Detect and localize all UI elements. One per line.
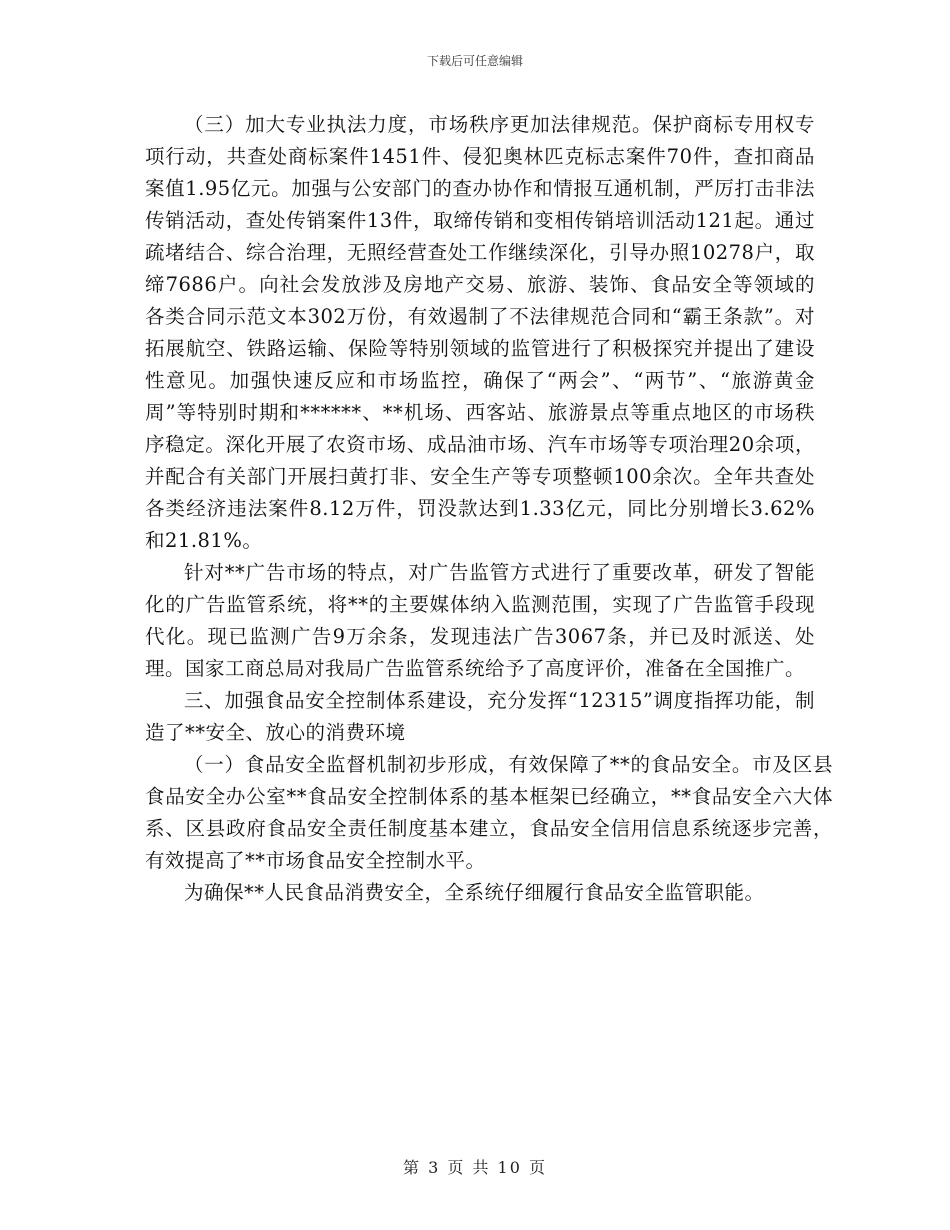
paragraph-food-safety-mechanism: （一）食品安全监督机制初步形成，有效保障了**的食品安全。市及区县食品安全办公室**食品安全控制体系的基本框架已经确立，**食品安全六大体系、区县政府食品安全责任制度基本建立，食品安全信用信息系统逐步完善，有效提高了**市场食品安全控制水平。 [145, 753, 833, 872]
section-heading-food-safety: 三、加强食品安全控制体系建设，充分发挥“12315”调度指挥功能，制造了**安全、放心的消费环境 [145, 689, 815, 744]
page-header-note: 下载后可任意编辑 [426, 54, 523, 68]
paragraph-food-safety-duties: 为确保**人民食品消费安全，全系统仔细履行食品安全监管职能。 [184, 881, 765, 904]
paragraph-enforcement: （三）加大专业执法力度，市场秩序更加法律规范。保护商标专用权专项行动，共查处商标案件1451件、侵犯奥林匹克标志案件70件，查扣商品案值1.95亿元。加强与公安部门的查办协作和情报互通机制，严厉打击非法传销活动，查处传销案件13件，取缔传销和变相传销培训活动121起。通过疏堵结合、综合治理，无照经营查处工作继续深化，引导办照10278户，取缔7686户。向社会发放涉及房地产交易、旅游、装饰、食品安全等领域的各类合同示范文本302万份，有效遏制了不法律规范合同和“霸王条款”。对拓展航空、铁路运输、保险等特别领域的监管进行了积极探究并提出了建设性意见。加强快速反应和市场监控，确保了“两会”、“两节”、“旅游黄金周”等特别时期和******、**机场、西客站、旅游景点等重点地区的市场秩序稳定。深化开展了农资市场、成品油市场、汽车市场等专项治理20余项，并配合有关部门开展扫黄打非、安全生产等专项整顿100余次。全年共查处各类经济违法案件8.12万件，罚没款达到1.33亿元，同比分别增长3.62%和21.81%。 [145, 113, 815, 552]
paragraph-advertising: 针对**广告市场的特点，对广告监管方式进行了重要改革，研发了智能化的广告监管系统，将**的主要媒体纳入监测范围，实现了广告监管手段现代化。现已监测广告9万余条，发现违法广告3067条，并已及时派送、处理。国家工商总局对我局广告监管系统给予了高度评价，准备在全国推广。 [145, 561, 815, 680]
page-number: 第 3 页 共 10 页 [403, 1158, 547, 1177]
document-body [145, 109, 833, 909]
